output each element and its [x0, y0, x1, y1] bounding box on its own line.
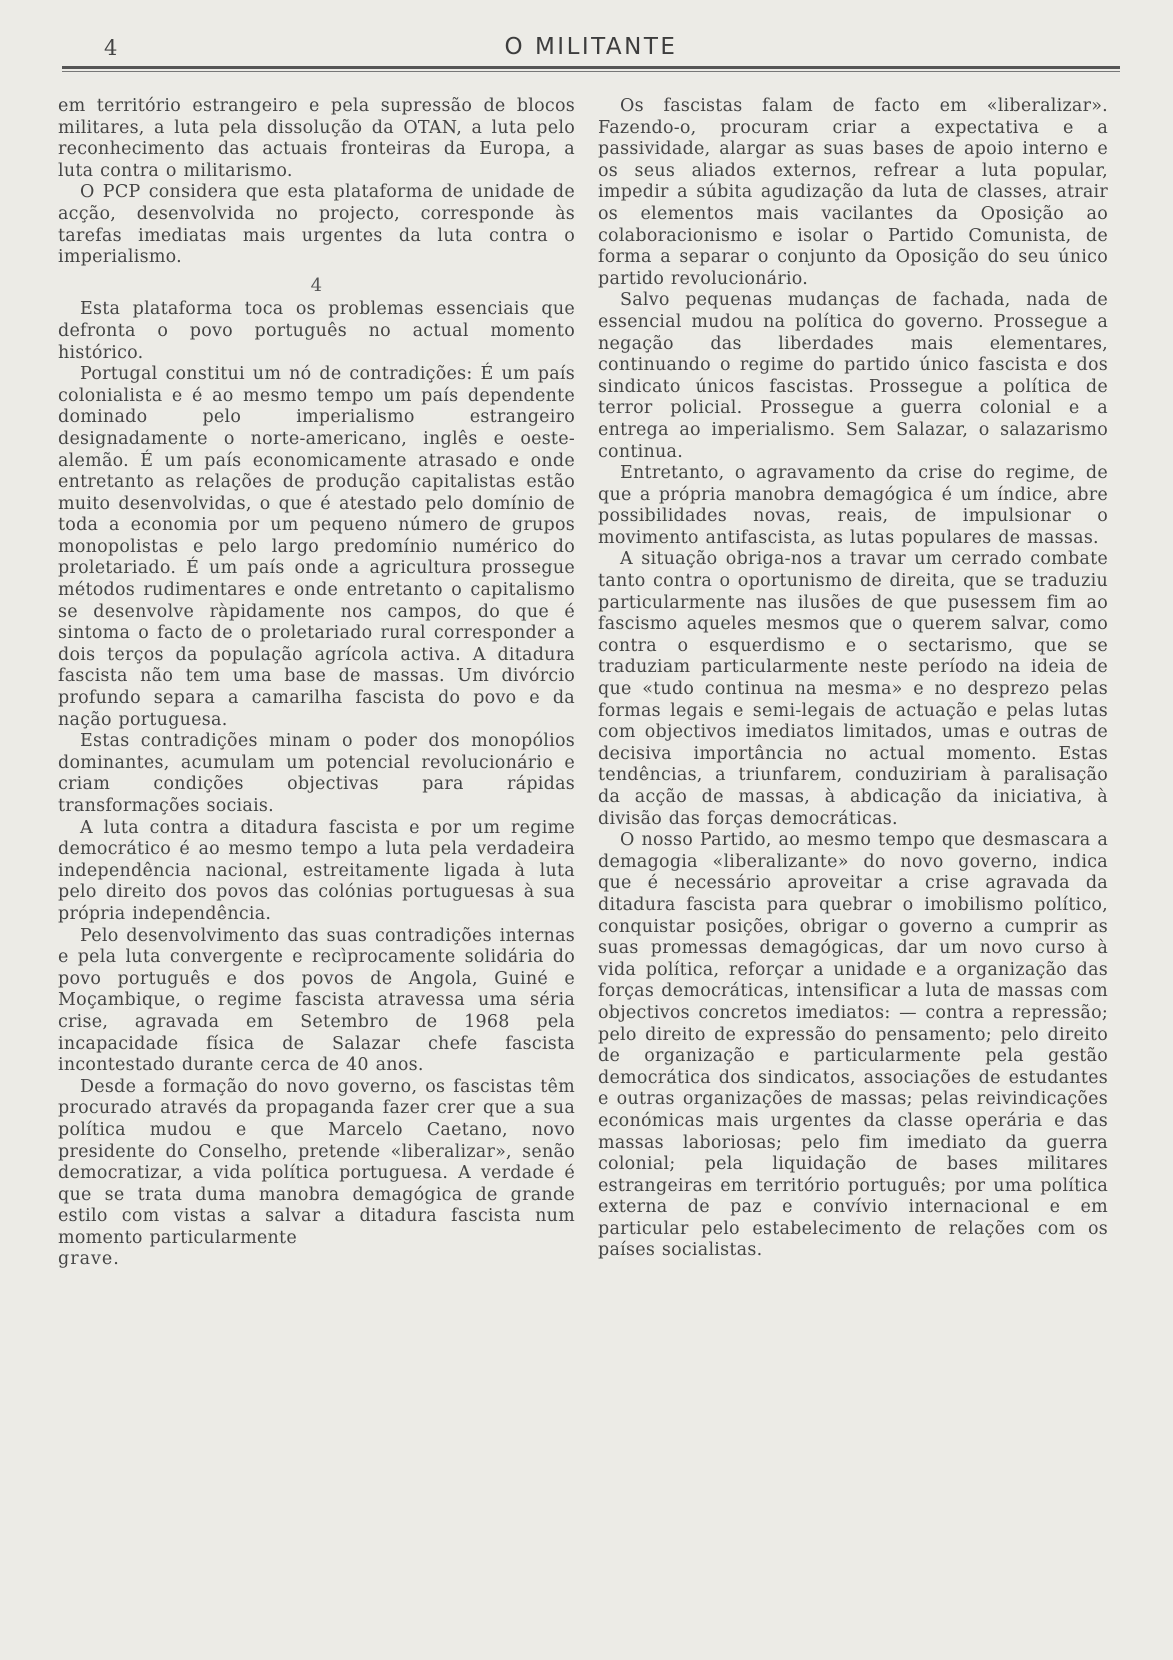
- page-header: [62, 34, 1120, 64]
- paragraph-end: grave.: [58, 1249, 120, 1270]
- paragraph: Portugal constitui um nó de contradições: É um país colonialista e é ao mesmo tempo um país dependente dominado pelo imperialismo estrangeiro designadamente o norte-americano, inglês e oeste-alemão. É um país economicamente atrasado e onde entretanto as relações de produção capitalistas estão muito desenvolvidas, o que é atestado pelo domínio de toda a economia por um pequeno número de grupos monopolistas e pelo largo predomínio numérico do proletariado. É um país onde a agricultura prossegue métodos rudimentares e onde entretanto o capitalismo se desenvolve ràpidamente nos campos, do que é sintoma o facto de o proletariado rural corresponder a dois terços da população agrícola activa. A ditadura fascista não tem uma base de massas. Um divórcio profundo separa a camarilha fascista do povo e da nação portuguesa.: [58, 364, 575, 730]
- paragraph: Desde a formação do novo governo, os fascistas têm procurado através da propaganda fazer crer que a sua política mudou e que Marcelo Caetano, novo presidente do Conselho, pretende «liberalizar», senão democratizar, a vida política portuguesa. A verdade é que se trata duma manobra demagógica de grande estilo com vistas a salvar a ditadura fascista num momento particularmente: [58, 1076, 575, 1248]
- paragraph: Estas contradições minam o poder dos monopólios dominantes, acumulam um potencial revolucionário e criam condições objectivas para rápidas transformações sociais.: [58, 731, 575, 816]
- paragraph: Os fascistas falam de facto em «liberalizar». Fazendo-o, procuram criar a expectativa e a passividade, alargar as suas bases de apoio interno e os seus aliados externos, refrear a luta popular, impedir a súbita agudização da luta de classes, atrair os elementos mais vacilantes da Oposição ao colaboracionismo e isolar o Partido Comunista, de forma a separar o conjunto da Oposição do seu único partido revolucionário.: [598, 96, 1108, 289]
- header-rule: [62, 66, 1120, 69]
- paragraph: O PCP considera que esta plataforma de unidade de acção, desenvolvida no projecto, corresponde às tarefas imediatas mais urgentes da luta contra o imperialismo.: [58, 182, 575, 268]
- paragraph: Pelo desenvolvimento das suas contradições internas e pela luta convergente e recìprocamente solidária do povo português e dos povos de Angola, Guiné e Moçambique, o regime fascista atravessa uma séria crise, agravada em Setembro de 1968 pela incapacidade física de Salazar chefe fascista incontestado durante cerca de 40 anos.: [58, 925, 575, 1076]
- paragraph: A situação obriga-nos a travar um cerrado combate tanto contra o oportunismo de direita, que se traduziu particularmente nas ilusões de que pusessem fim ao fascismo aqueles mesmos que o querem salvar, como contra o esquerdismo e o sectarismo, que se traduziam particularmente neste período na ideia de que «tudo continua na mesma» e no desprezo pelas formas legais e semi-legais de actuação e pelas lutas com objectivos imediatos limitados, umas e outras de decisiva importância no actual momento. Estas tendências, a triunfarem, conduziriam à paralisação da acção de massas, à abdicação da iniciativa, à divisão das forças democráticas.: [598, 549, 1108, 829]
- paragraph: O nosso Partido, ao mesmo tempo que desmascara a demagogia «liberalizante» do novo governo, indica que é necessário aproveitar a crise agravada da ditadura fascista para quebrar o imobilismo político, conquistar posições, obrigar o governo a cumprir as suas promessas demagógicas, dar um novo curso à vida política, reforçar a unidade e a organização das forças democráticas, intensificar a luta de massas com objectivos concretos imediatos: — contra a repressão; pelo direito de expressão do pensamento; pelo direito de organização e particularmente pela gestão democrática dos sindicatos, associações de estudantes e outras organizações de massas; pelas reivindicações económicas mais urgentes da classe operária e das massas laboriosas; pelo fim imediato da guerra colonial; pela liquidação de bases militares estrangeiras em território português; por uma política externa de paz e convívio internacional e em particular pelo estabelecimento de relações com os países socialistas.: [598, 830, 1108, 1261]
- paragraph: Esta plataforma toca os problemas essenciais que defronta o povo português no actual momento histórico.: [58, 299, 575, 363]
- paragraph: em território estrangeiro e pela supressão de blocos militares, a luta pela dissolução da OTAN, a luta pelo reconhecimento das actuais fronteiras da Europa, a luta contra o militarismo.: [58, 96, 575, 181]
- section-number: 4: [310, 274, 323, 296]
- paragraph: Salvo pequenas mudanças de fachada, nada de essencial mudou na política do governo. Prossegue a negação das liberdades mais elementares, continuando o regime do partido único fascista e dos sindicato únicos fascistas. Prossegue a política de terror policial. Prossegue a guerra colonial e a entrega ao imperialismo. Sem Salazar, o salazarismo continua.: [598, 290, 1108, 462]
- header-rule-thin: [62, 71, 1120, 72]
- left-column: [58, 96, 575, 1271]
- paragraph: A luta contra a ditadura fascista e por um regime democrático é ao mesmo tempo a luta pela verdadeira independência nacional, estreitamente ligada à luta pelo direito dos povos das colónias portuguesas à sua própria independência.: [58, 817, 575, 924]
- journal-title: O MILITANTE: [504, 34, 678, 60]
- page-number: 4: [104, 36, 119, 60]
- paragraph: Entretanto, o agravamento da crise do regime, de que a própria manobra demagógica é um índice, abre possibilidades novas, reais, de impulsionar o movimento antifascista, as lutas populares de massas.: [598, 463, 1108, 548]
- right-column: [598, 96, 1108, 1262]
